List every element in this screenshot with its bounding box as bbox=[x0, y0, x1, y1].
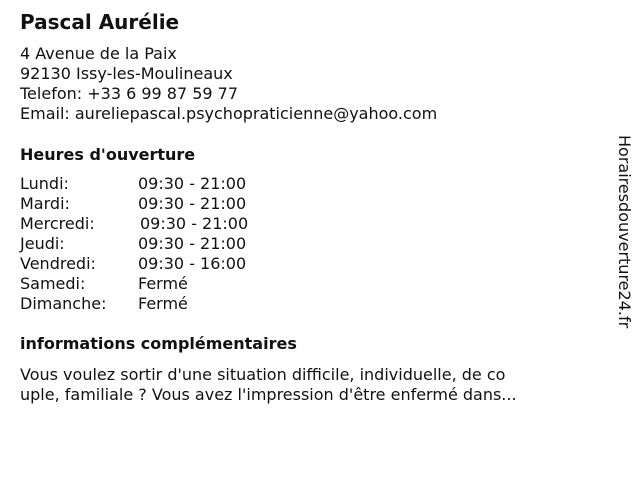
email-line: Email: aureliepascal.psychopraticienne@yahoo.com bbox=[20, 104, 438, 123]
hours-heading: Heures d'ouverture bbox=[20, 145, 196, 164]
business-name: Pascal Aurélie bbox=[20, 10, 180, 34]
info-description-line: Vous voulez sortir d'une situation difficile, individuelle, de co bbox=[20, 365, 506, 384]
address-line-street: 4 Avenue de la Paix bbox=[20, 44, 177, 63]
hours-time-value: 09:30 - 21:00 bbox=[138, 194, 247, 213]
contact-block bbox=[20, 44, 437, 124]
info-heading: informations complémentaires bbox=[20, 334, 297, 353]
hours-day-label: Lundi: bbox=[20, 174, 69, 193]
hours-day-label: Mercredi: bbox=[20, 214, 95, 233]
hours-day-label: Mardi: bbox=[20, 194, 70, 213]
hours-time-value: Fermé bbox=[138, 274, 188, 293]
hours-time-value: 09:30 - 16:00 bbox=[138, 254, 247, 273]
site-watermark: Horairesdouverture24.fr bbox=[615, 135, 634, 329]
hours-time-value: 09:30 - 21:00 bbox=[138, 234, 247, 253]
hours-day-label: Jeudi: bbox=[20, 234, 65, 253]
hours-day-label: Dimanche: bbox=[20, 294, 107, 313]
info-description bbox=[20, 365, 580, 405]
hours-time-value: 09:30 - 21:00 bbox=[140, 214, 249, 233]
hours-time-value: 09:30 - 21:00 bbox=[138, 174, 247, 193]
hours-day-label: Vendredi: bbox=[20, 254, 96, 273]
hours-time-value: Fermé bbox=[138, 294, 188, 313]
address-line-city: 92130 Issy-les-Moulineaux bbox=[20, 64, 233, 83]
info-description-line: uple, familiale ? Vous avez l'impression d'être enfermé dans... bbox=[20, 385, 517, 404]
phone-line: Telefon: +33 6 99 87 59 77 bbox=[20, 84, 239, 103]
hours-day-label: Samedi: bbox=[20, 274, 86, 293]
